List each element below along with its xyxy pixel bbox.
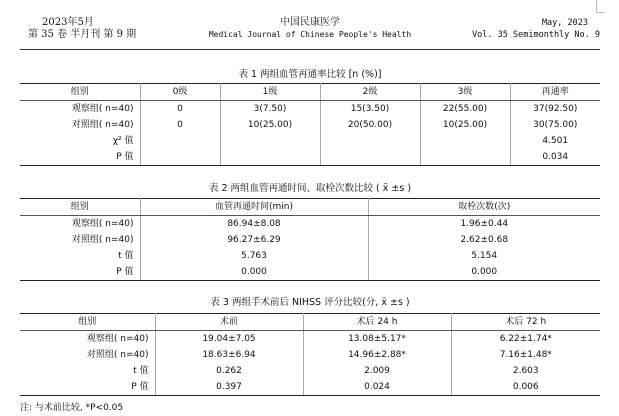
table-cell (420, 149, 510, 166)
table2-caption: 表 2 两组血管再通时间、取栓次数比较 ( x̄ ±s ) (208, 183, 412, 194)
header-center (195, 17, 425, 41)
page-corner-mark (596, 0, 605, 13)
table-row (20, 379, 600, 396)
table2-header-row (20, 199, 600, 216)
table3-caption: 表 3 两组手术前后 NIHSS 评分比较(分, x̄ ±s ) (210, 297, 410, 308)
table-cell: 30(75.00) (510, 117, 600, 133)
table-header-cell: 0级 (140, 84, 220, 101)
table-cell: 0.262 (155, 363, 303, 379)
header-left (28, 17, 178, 41)
table-cell: 0 (140, 101, 220, 118)
table-row (20, 248, 600, 264)
table-header-cell: 再通率 (510, 84, 600, 101)
header-date: 2023年5月 (42, 17, 94, 28)
table-row (20, 133, 600, 149)
table-cell (220, 149, 320, 166)
table-header-cell: 术后 24 h (303, 314, 451, 331)
stat-label-cell: P 值 (20, 264, 140, 281)
group-cell: 对照组( n=40) (20, 232, 140, 248)
table-cell: 13.08±5.17* (303, 331, 451, 348)
table-row (20, 101, 600, 118)
table-cell: 20(50.00) (320, 117, 420, 133)
table-cell: 1.96±0.44 (368, 216, 600, 233)
table-row (20, 264, 600, 281)
table3 (20, 313, 600, 396)
table-row (20, 216, 600, 233)
table-cell: 14.96±2.88* (303, 347, 451, 363)
header-rule (20, 49, 600, 50)
table1 (20, 83, 600, 166)
group-cell: 观察组( n=40) (20, 331, 155, 348)
table-cell (140, 149, 220, 166)
table-cell: 10(25.00) (420, 117, 510, 133)
group-cell: 观察组( n=40) (20, 216, 140, 233)
table-row (20, 347, 600, 363)
table-cell: 4.501 (510, 133, 600, 149)
table-cell: 6.22±1.74* (451, 331, 600, 348)
table-row (20, 331, 600, 348)
stat-label-cell: P 值 (20, 379, 155, 396)
table-cell: 2.009 (303, 363, 451, 379)
table2 (20, 198, 600, 281)
table-row (20, 232, 600, 248)
table-cell: 0.034 (510, 149, 600, 166)
table-cell: 0.000 (368, 264, 600, 281)
table-cell: 0.024 (303, 379, 451, 396)
stat-label-cell: t 值 (20, 248, 140, 264)
group-cell: 对照组( n=40) (20, 117, 140, 133)
group-cell: 对照组( n=40) (20, 347, 155, 363)
table-cell: 37(92.50) (510, 101, 600, 118)
table-cell: 15(3.50) (320, 101, 420, 118)
table-row (20, 117, 600, 133)
table-cell: 86.94±8.08 (140, 216, 368, 233)
table-cell (420, 133, 510, 149)
table1-header-row (20, 84, 600, 101)
table-cell: 7.16±1.48* (451, 347, 600, 363)
table-cell (220, 133, 320, 149)
header-right (410, 17, 600, 41)
table-cell: 10(25.00) (220, 117, 320, 133)
table-header-cell: 1级 (220, 84, 320, 101)
table-row (20, 149, 600, 166)
table-cell: 96.27±6.29 (140, 232, 368, 248)
table-row (20, 363, 600, 379)
header-volume-en: Vol. 35 Semimonthly No. 9 (472, 30, 600, 40)
table-cell: 18.63±6.94 (155, 347, 303, 363)
table-header-cell: 3级 (420, 84, 510, 101)
table-header-cell: 组别 (20, 199, 140, 216)
table-cell (140, 133, 220, 149)
table-cell (320, 149, 420, 166)
table-cell: 0.397 (155, 379, 303, 396)
table-header-cell: 组别 (20, 314, 155, 331)
table3-footnote: 注: 与术前比较, *P<0.05 (20, 403, 124, 413)
stat-label-cell: t 值 (20, 363, 155, 379)
journal-title-cn: 中国民康医学 (280, 17, 340, 28)
table3-header-row (20, 314, 600, 331)
table-cell: 0.006 (451, 379, 600, 396)
table1-caption: 表 1 两组血管再通率比较 [n (%)] (238, 69, 382, 80)
journal-title-en: Medical Journal of Chinese People's Health (208, 30, 412, 39)
table-cell: 19.04±7.05 (155, 331, 303, 348)
table-header-cell: 术前 (155, 314, 303, 331)
table-header-cell: 术后 72 h (451, 314, 600, 331)
table-cell: 5.763 (140, 248, 368, 264)
table-cell: 0 (140, 117, 220, 133)
header-date-en: May, 2023 (541, 18, 588, 28)
table-cell: 3(7.50) (220, 101, 320, 118)
table-cell: 2.603 (451, 363, 600, 379)
stat-label-cell: χ² 值 (20, 133, 140, 149)
table-cell: 0.000 (140, 264, 368, 281)
header-volume: 第 35 卷 半月刊 第 9 期 (28, 29, 137, 40)
table-header-cell: 取栓次数(次) (368, 199, 600, 216)
table-cell: 2.62±0.68 (368, 232, 600, 248)
table-cell (320, 133, 420, 149)
table-cell: 5.154 (368, 248, 600, 264)
table-header-cell: 血管再通时间(min) (140, 199, 368, 216)
table-header-cell: 组别 (20, 84, 140, 101)
group-cell: 观察组( n=40) (20, 101, 140, 118)
table-cell: 22(55.00) (420, 101, 510, 118)
table-header-cell: 2级 (320, 84, 420, 101)
stat-label-cell: P 值 (20, 149, 140, 166)
